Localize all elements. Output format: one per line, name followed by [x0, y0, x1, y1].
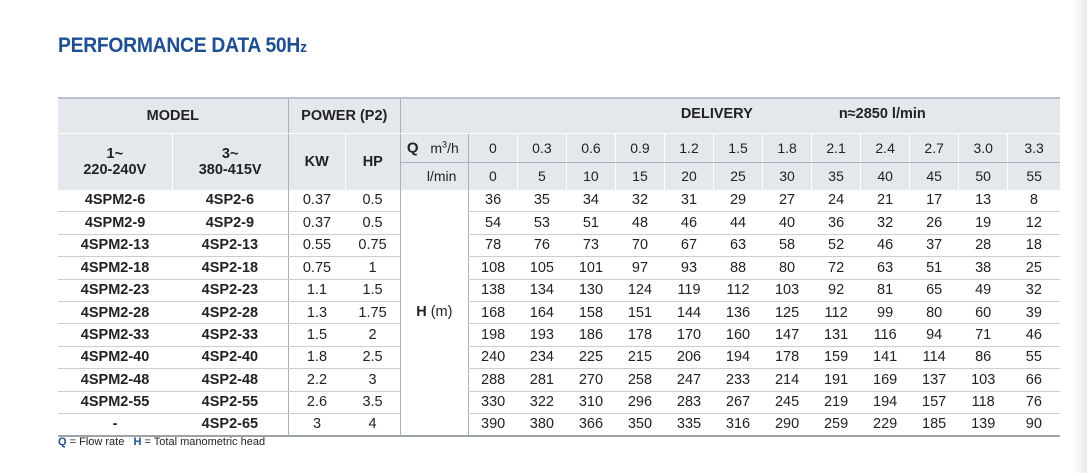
head-value: 80 — [763, 257, 812, 279]
model-single-phase: 4SPM2-28 — [58, 301, 172, 323]
model-three-phase: 4SP2-33 — [172, 324, 288, 346]
head-value: 46 — [861, 234, 910, 256]
head-value: 48 — [615, 212, 664, 234]
model-header: MODEL — [58, 98, 288, 134]
model-three-phase: 4SP2-6 — [172, 190, 288, 212]
head-value: 63 — [714, 234, 763, 256]
head-value: 147 — [763, 324, 812, 346]
head-value: 40 — [763, 212, 812, 234]
head-value: 112 — [812, 301, 861, 323]
head-value: 270 — [566, 369, 615, 391]
model-three-phase: 4SP2-9 — [172, 212, 288, 234]
head-value: 178 — [615, 324, 664, 346]
head-value: 49 — [959, 279, 1008, 301]
head-value: 27 — [763, 190, 812, 212]
model-three-phase: 4SP2-40 — [172, 346, 288, 368]
head-value: 119 — [664, 279, 713, 301]
flow-m3h-2: 0.6 — [566, 134, 615, 163]
flow-lmin-2: 10 — [566, 163, 615, 190]
page-title — [58, 34, 307, 58]
head-value: 13 — [959, 190, 1008, 212]
head-value: 130 — [566, 279, 615, 301]
head-value: 335 — [664, 413, 713, 435]
head-value: 350 — [615, 413, 664, 435]
flow-m3h-3: 0.9 — [615, 134, 664, 163]
head-value: 124 — [615, 279, 664, 301]
head-value: 245 — [763, 391, 812, 413]
head-value: 88 — [714, 257, 763, 279]
table-row — [58, 257, 1060, 279]
head-unit: (m) — [426, 304, 453, 321]
flow-lmin-0: 0 — [468, 163, 517, 190]
head-value: 76 — [1008, 391, 1060, 413]
table-row — [58, 413, 1060, 435]
model-three-phase: 4SP2-55 — [172, 391, 288, 413]
head-value: 99 — [861, 301, 910, 323]
model-three-phase: 4SP2-13 — [172, 234, 288, 256]
flow-lmin-9: 45 — [910, 163, 959, 190]
title-main: PERFORMANCE DATA 50H — [58, 34, 301, 57]
head-value: 24 — [812, 190, 861, 212]
head-value: 193 — [517, 324, 566, 346]
flow-lmin-1: 5 — [517, 163, 566, 190]
three-phase-header — [172, 134, 288, 190]
head-value: 131 — [812, 324, 861, 346]
model-single-phase: 4SPM2-13 — [58, 234, 172, 256]
q-letter: Q — [406, 139, 419, 157]
head-value: 186 — [566, 324, 615, 346]
table-row — [58, 369, 1060, 391]
head-value: 67 — [664, 234, 713, 256]
head-value: 34 — [566, 190, 615, 212]
head-value: 66 — [1008, 369, 1060, 391]
head-value: 178 — [763, 346, 812, 368]
model-single-phase: 4SPM2-48 — [58, 369, 172, 391]
head-value: 51 — [910, 257, 959, 279]
power-header: POWER (P2) — [288, 98, 400, 134]
power-hp: 3.5 — [345, 391, 400, 413]
head-value: 380 — [517, 413, 566, 435]
head-value: 12 — [1008, 212, 1060, 234]
head-value: 240 — [468, 346, 517, 368]
head-value: 170 — [664, 324, 713, 346]
model-single-phase: 4SPM2-33 — [58, 324, 172, 346]
head-value: 296 — [615, 391, 664, 413]
head-value: 258 — [615, 369, 664, 391]
model-three-phase: 4SP2-65 — [172, 413, 288, 435]
model-three-phase: 4SP2-18 — [172, 257, 288, 279]
head-value: 214 — [763, 369, 812, 391]
power-kw: 1.1 — [288, 279, 345, 301]
legend — [58, 436, 265, 448]
head-value: 225 — [566, 346, 615, 368]
table-row — [58, 324, 1060, 346]
power-kw: 0.75 — [288, 257, 345, 279]
head-value: 157 — [910, 391, 959, 413]
head-value: 97 — [615, 257, 664, 279]
table-row — [58, 234, 1060, 256]
head-value: 73 — [566, 234, 615, 256]
power-kw: 0.37 — [288, 190, 345, 212]
head-value: 32 — [1008, 279, 1060, 301]
head-value: 322 — [517, 391, 566, 413]
head-value: 29 — [714, 190, 763, 212]
head-value: 185 — [910, 413, 959, 435]
performance-table — [58, 97, 1060, 437]
model-single-phase: 4SPM2-18 — [58, 257, 172, 279]
model-single-phase: - — [58, 413, 172, 435]
head-value: 32 — [615, 190, 664, 212]
power-hp: 1 — [345, 257, 400, 279]
power-kw: 1.8 — [288, 346, 345, 368]
power-hp: 1.75 — [345, 301, 400, 323]
head-value: 105 — [517, 257, 566, 279]
head-value: 46 — [664, 212, 713, 234]
head-value: 70 — [615, 234, 664, 256]
head-value: 215 — [615, 346, 664, 368]
flow-lmin-4: 20 — [664, 163, 713, 190]
flow-lmin-11: 55 — [1008, 163, 1060, 190]
head-value: 39 — [1008, 301, 1060, 323]
delivery-header — [400, 98, 1060, 134]
head-value: 63 — [861, 257, 910, 279]
power-kw: 3 — [288, 413, 345, 435]
head-value: 55 — [1008, 346, 1060, 368]
head-value: 229 — [861, 413, 910, 435]
head-value: 36 — [468, 190, 517, 212]
table-row — [58, 279, 1060, 301]
head-value: 390 — [468, 413, 517, 435]
head-value: 316 — [714, 413, 763, 435]
hp-header: HP — [345, 134, 400, 190]
title-suffix: z — [300, 39, 307, 56]
head-value: 194 — [861, 391, 910, 413]
single-phase-symbol: 1~ — [106, 145, 124, 162]
power-kw: 2.6 — [288, 391, 345, 413]
head-value: 281 — [517, 369, 566, 391]
head-letter: H — [416, 304, 427, 321]
power-hp: 1.5 — [345, 279, 400, 301]
head-value: 118 — [959, 391, 1008, 413]
head-value: 17 — [910, 190, 959, 212]
power-hp: 4 — [345, 413, 400, 435]
head-value: 53 — [517, 212, 566, 234]
head-value: 60 — [959, 301, 1008, 323]
head-value: 71 — [959, 324, 1008, 346]
head-value: 159 — [812, 346, 861, 368]
head-value: 36 — [812, 212, 861, 234]
head-label — [400, 190, 468, 436]
head-value: 103 — [959, 369, 1008, 391]
head-value: 58 — [763, 234, 812, 256]
head-value: 35 — [517, 190, 566, 212]
head-value: 26 — [910, 212, 959, 234]
power-kw: 1.5 — [288, 324, 345, 346]
legend-h-key: H — [133, 436, 142, 448]
head-value: 234 — [517, 346, 566, 368]
head-value: 25 — [1008, 257, 1060, 279]
model-single-phase: 4SPM2-6 — [58, 190, 172, 212]
model-three-phase: 4SP2-28 — [172, 301, 288, 323]
head-value: 137 — [910, 369, 959, 391]
single-phase-voltage: 220-240V — [83, 161, 147, 178]
legend-q-key: Q — [58, 436, 67, 448]
head-value: 72 — [812, 257, 861, 279]
head-value: 18 — [1008, 234, 1060, 256]
head-value: 101 — [566, 257, 615, 279]
head-value: 46 — [1008, 324, 1060, 346]
flow-m3h-11: 3.3 — [1008, 134, 1060, 163]
head-value: 76 — [517, 234, 566, 256]
table-row — [58, 391, 1060, 413]
head-value: 78 — [468, 234, 517, 256]
head-value: 108 — [468, 257, 517, 279]
model-three-phase: 4SP2-23 — [172, 279, 288, 301]
model-single-phase: 4SPM2-23 — [58, 279, 172, 301]
model-single-phase: 4SPM2-9 — [58, 212, 172, 234]
head-value: 28 — [959, 234, 1008, 256]
head-value: 93 — [664, 257, 713, 279]
head-value: 310 — [566, 391, 615, 413]
head-value: 139 — [959, 413, 1008, 435]
power-kw: 0.55 — [288, 234, 345, 256]
head-value: 90 — [1008, 413, 1060, 435]
performance-table-body — [58, 190, 1060, 436]
header-row-flow-m3h — [58, 134, 1060, 163]
single-phase-header — [58, 134, 172, 190]
head-value: 114 — [910, 346, 959, 368]
head-value: 144 — [664, 301, 713, 323]
head-value: 80 — [910, 301, 959, 323]
delivery-label: DELIVERY — [680, 106, 753, 122]
flow-m3h-4: 1.2 — [664, 134, 713, 163]
speed-label: n≈2850 l/min — [838, 106, 926, 122]
head-value: 134 — [517, 279, 566, 301]
head-value: 103 — [763, 279, 812, 301]
head-value: 233 — [714, 369, 763, 391]
table-row — [58, 212, 1060, 234]
model-three-phase: 4SP2-48 — [172, 369, 288, 391]
m3h-unit: $m^3/h$ — [430, 139, 459, 156]
legend-q-text: = Flow rate — [66, 436, 125, 448]
head-value: 94 — [910, 324, 959, 346]
head-value: 290 — [763, 413, 812, 435]
page-edge-shadow — [1073, 0, 1087, 473]
flow-lmin-6: 30 — [763, 163, 812, 190]
flow-m3h-1: 0.3 — [517, 134, 566, 163]
power-kw: 1.3 — [288, 301, 345, 323]
header-row-groups — [58, 98, 1060, 134]
head-value: 267 — [714, 391, 763, 413]
head-value: 32 — [861, 212, 910, 234]
head-value: 19 — [959, 212, 1008, 234]
three-phase-symbol: 3~ — [221, 145, 239, 162]
head-value: 31 — [664, 190, 713, 212]
head-value: 151 — [615, 301, 664, 323]
head-value: 247 — [664, 369, 713, 391]
flow-lmin-7: 35 — [812, 163, 861, 190]
head-value: 116 — [861, 324, 910, 346]
head-value: 125 — [763, 301, 812, 323]
power-hp: 3 — [345, 369, 400, 391]
power-hp: 2.5 — [345, 346, 400, 368]
flow-m3h-10: 3.0 — [959, 134, 1008, 163]
head-value: 112 — [714, 279, 763, 301]
q-unit-lmin — [400, 163, 468, 190]
flow-m3h-6: 1.8 — [763, 134, 812, 163]
power-hp: 0.5 — [345, 190, 400, 212]
flow-lmin-3: 15 — [615, 163, 664, 190]
head-value: 330 — [468, 391, 517, 413]
head-value: 198 — [468, 324, 517, 346]
head-value: 8 — [1008, 190, 1060, 212]
lmin-unit: l/min — [426, 168, 457, 185]
head-value: 65 — [910, 279, 959, 301]
three-phase-voltage: 380-415V — [198, 161, 262, 178]
flow-m3h-5: 1.5 — [714, 134, 763, 163]
head-value: 44 — [714, 212, 763, 234]
table-row — [58, 301, 1060, 323]
head-value: 92 — [812, 279, 861, 301]
model-single-phase: 4SPM2-40 — [58, 346, 172, 368]
table-row — [58, 190, 1060, 212]
head-value: 164 — [517, 301, 566, 323]
head-value: 366 — [566, 413, 615, 435]
head-value: 138 — [468, 279, 517, 301]
power-hp: 0.75 — [345, 234, 400, 256]
kw-header: KW — [288, 134, 345, 190]
power-hp: 2 — [345, 324, 400, 346]
head-value: 259 — [812, 413, 861, 435]
head-value: 168 — [468, 301, 517, 323]
q-unit-m3h — [400, 134, 468, 163]
head-value: 219 — [812, 391, 861, 413]
head-value: 37 — [910, 234, 959, 256]
table-row — [58, 346, 1060, 368]
head-value: 288 — [468, 369, 517, 391]
head-value: 206 — [664, 346, 713, 368]
power-hp: 0.5 — [345, 212, 400, 234]
power-kw: 0.37 — [288, 212, 345, 234]
flow-m3h-8: 2.4 — [861, 134, 910, 163]
head-value: 191 — [812, 369, 861, 391]
power-kw: 2.2 — [288, 369, 345, 391]
head-value: 194 — [714, 346, 763, 368]
head-value: 52 — [812, 234, 861, 256]
head-value: 158 — [566, 301, 615, 323]
flow-m3h-9: 2.7 — [910, 134, 959, 163]
head-value: 160 — [714, 324, 763, 346]
flow-lmin-10: 50 — [959, 163, 1008, 190]
flow-m3h-7: 2.1 — [812, 134, 861, 163]
flow-lmin-8: 40 — [861, 163, 910, 190]
flow-lmin-5: 25 — [714, 163, 763, 190]
head-value: 38 — [959, 257, 1008, 279]
head-value: 169 — [861, 369, 910, 391]
head-value: 86 — [959, 346, 1008, 368]
head-value: 136 — [714, 301, 763, 323]
legend-h-text: = Total manometric head — [141, 436, 266, 448]
head-value: 21 — [861, 190, 910, 212]
head-value: 54 — [468, 212, 517, 234]
model-single-phase: 4SPM2-55 — [58, 391, 172, 413]
flow-m3h-0: 0 — [468, 134, 517, 163]
head-value: 51 — [566, 212, 615, 234]
head-value: 283 — [664, 391, 713, 413]
head-value: 141 — [861, 346, 910, 368]
head-value: 81 — [861, 279, 910, 301]
